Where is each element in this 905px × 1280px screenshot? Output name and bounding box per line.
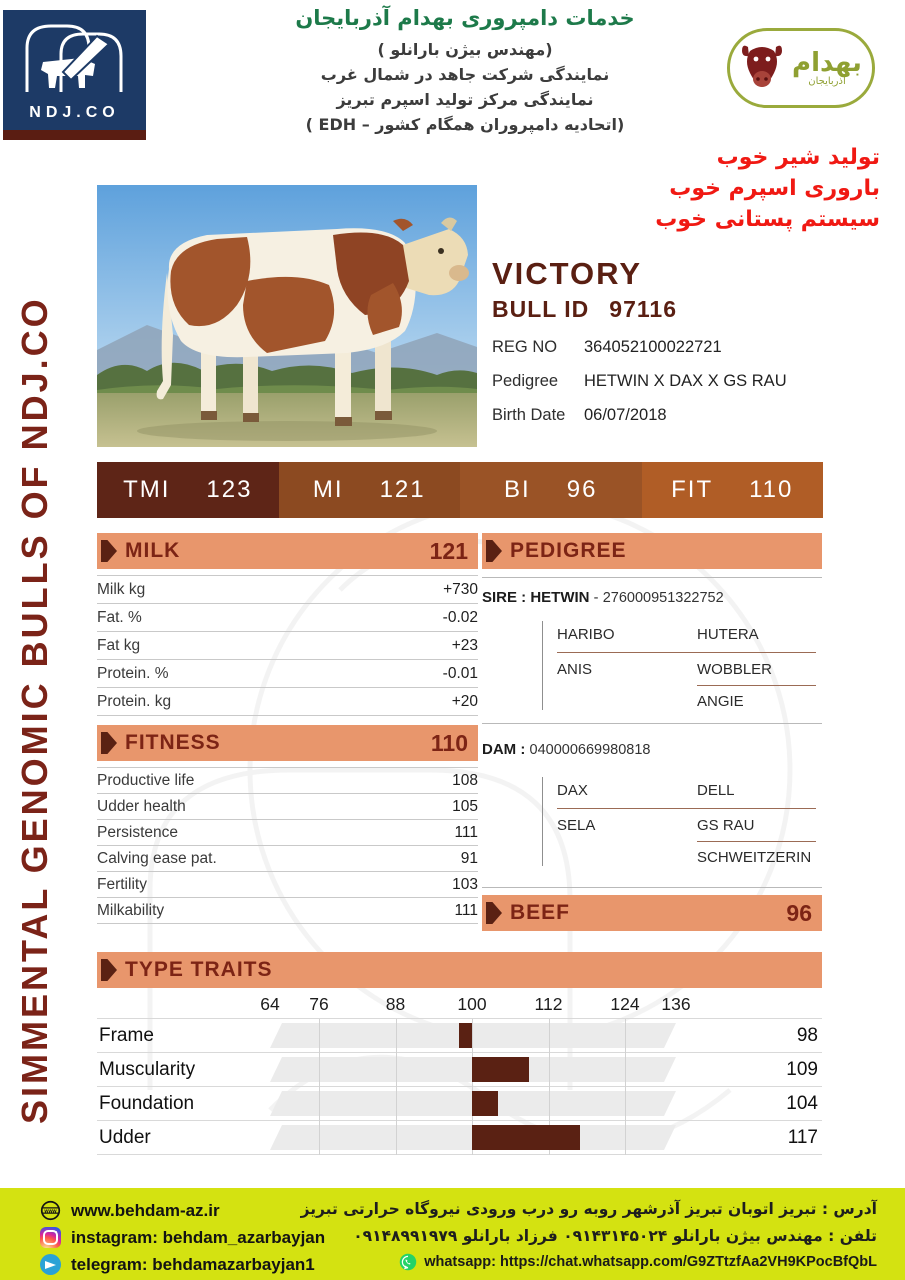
row-value: 108 <box>452 771 478 789</box>
genomic-indices-bar <box>97 462 823 518</box>
row-value: +730 <box>443 580 478 598</box>
index-segment <box>97 462 279 518</box>
claim-3: سیستم پستانی خوب <box>655 207 880 232</box>
index-value: 110 <box>749 476 794 503</box>
company-header <box>235 6 695 137</box>
pedigree-row <box>492 364 832 398</box>
sire-tree <box>542 621 816 710</box>
footer-contact <box>301 1196 877 1271</box>
table-row <box>97 846 478 872</box>
axis-tick: 76 <box>309 994 329 1014</box>
section-arrow-icon <box>101 959 117 981</box>
row-label: Udder health <box>97 797 186 815</box>
instagram-link[interactable] <box>40 1225 325 1250</box>
ancestor: WOBBLER <box>697 661 816 686</box>
ancestor: SELA <box>557 817 596 834</box>
row-value: +20 <box>451 692 478 710</box>
trait-row <box>97 1087 822 1121</box>
tree-row <box>557 842 816 866</box>
pedigree-value: HETWIN X DAX X GS RAU <box>584 372 787 390</box>
type-traits-section <box>97 952 822 1155</box>
row-label: Fat. % <box>97 608 142 626</box>
bull-id-value: 97116 <box>609 296 677 322</box>
birth-date-label: Birth Date <box>492 406 566 424</box>
website-link[interactable] <box>40 1198 325 1223</box>
fitness-header <box>97 725 478 761</box>
type-traits-header <box>97 952 822 988</box>
ancestor: ANIS <box>557 661 593 678</box>
fitness-section <box>97 725 478 924</box>
milk-header <box>97 533 478 569</box>
gridline <box>396 1019 397 1155</box>
website-text: www.behdam-az.ir <box>71 1200 220 1220</box>
quality-claims <box>655 142 880 235</box>
footer <box>0 1188 905 1280</box>
tree-row <box>557 777 816 809</box>
bull-identity-rows <box>492 330 832 432</box>
address-text: آدرس : تبریز اتوبان تبریز آذرشهر روبه رو درب ورودی نیروگاه حرارتی تبریز <box>300 1200 877 1218</box>
instagram-icon <box>40 1227 61 1248</box>
birth-date-row <box>492 398 832 432</box>
dam-reg: 040000669980818 <box>529 742 651 758</box>
table-row <box>97 768 478 794</box>
pedigree-label: Pedigree <box>492 372 559 390</box>
bull-id-line <box>492 296 677 323</box>
row-label: Milk kg <box>97 580 146 598</box>
gridline <box>319 1019 320 1155</box>
section-arrow-icon <box>101 540 117 562</box>
type-traits-title: TYPE TRAITS <box>125 958 273 981</box>
ancestor: DAX <box>557 782 588 799</box>
milk-title: MILK <box>125 539 181 562</box>
trait-label: Udder <box>99 1126 151 1148</box>
axis-tick: 100 <box>457 994 487 1014</box>
company-line-3: نمایندگی مرکز تولید اسپرم تبریز <box>336 90 594 109</box>
index-segment <box>460 462 642 518</box>
trait-label: Muscularity <box>99 1058 196 1080</box>
index-label: FIT <box>671 476 714 503</box>
sire-label: SIRE : HETWIN <box>482 589 590 606</box>
table-row <box>97 632 478 660</box>
beef-header <box>482 895 822 931</box>
pedigree-title: PEDIGREE <box>510 539 627 562</box>
row-value: -0.01 <box>442 664 478 682</box>
row-value: 105 <box>452 797 478 815</box>
axis-tick: 64 <box>260 994 280 1014</box>
table-row <box>97 604 478 632</box>
tree-row <box>557 653 816 686</box>
divider <box>482 887 822 888</box>
bull-id-label: BULL ID <box>492 296 590 322</box>
behdam-logo-text: بهدام <box>792 47 862 78</box>
company-name: خدمات دامپروری بهدام آذربایجان <box>295 6 635 30</box>
ancestor: SCHWEITZERIN <box>697 849 812 866</box>
reg-no-row <box>492 330 832 364</box>
tree-row <box>557 686 816 710</box>
phone-text: تلفن : مهندس بیژن بارانلو ۰۹۱۴۳۱۴۵۰۲۴ فرزاد بارانلو ۰۹۱۴۸۹۹۱۹۷۹ <box>353 1227 877 1245</box>
row-value: -0.02 <box>442 608 478 626</box>
table-row <box>97 576 478 604</box>
tree-row <box>557 809 816 842</box>
ndj-logo-strip <box>3 130 146 140</box>
fitness-rows <box>97 767 478 924</box>
trait-bar <box>472 1091 498 1116</box>
ndj-logo <box>3 10 146 140</box>
table-row <box>97 820 478 846</box>
index-segment <box>279 462 461 518</box>
trait-value: 98 <box>796 1024 818 1046</box>
ndj-cow-arch-icon <box>21 18 129 94</box>
company-line-1: (مهندس بیژن بارانلو ) <box>377 40 553 59</box>
table-row <box>97 794 478 820</box>
index-segment <box>642 462 824 518</box>
index-label: TMI <box>123 476 171 503</box>
trait-value: 117 <box>787 1126 818 1148</box>
traits-axis <box>97 988 822 1018</box>
row-value: +23 <box>451 636 478 654</box>
divider <box>482 723 822 724</box>
table-row <box>97 660 478 688</box>
sire-reg: 276000951322752 <box>602 590 724 606</box>
trait-band <box>270 1023 676 1048</box>
table-row <box>97 872 478 898</box>
telegram-text: telegram: behdamazarbayjan1 <box>71 1254 315 1274</box>
instagram-text: instagram: behdam_azarbayjan <box>71 1227 326 1247</box>
dash: - <box>593 590 599 606</box>
axis-tick: 124 <box>610 994 640 1014</box>
sire-line <box>482 589 724 606</box>
gridline <box>625 1019 626 1155</box>
fitness-title: FITNESS <box>125 731 221 754</box>
ancestor: GS RAU <box>697 817 816 842</box>
beef-title: BEEF <box>510 901 571 924</box>
trait-bar <box>472 1057 529 1082</box>
row-label: Calving ease pat. <box>97 849 217 867</box>
index-label: MI <box>312 476 344 503</box>
row-label: Persistence <box>97 823 178 841</box>
trait-row <box>97 1053 822 1087</box>
reg-no-label: REG NO <box>492 338 558 356</box>
row-value: 111 <box>454 823 478 841</box>
index-label: BI <box>504 476 531 503</box>
whatsapp-text: whatsapp: https://chat.whatsapp.com/G9ZTtzfAa2VH9KPocBfQbL <box>424 1254 877 1270</box>
row-label: Productive life <box>97 771 195 789</box>
index-value: 123 <box>206 476 253 503</box>
trait-bar <box>459 1023 472 1048</box>
axis-tick: 88 <box>385 994 406 1014</box>
milk-score: 121 <box>429 537 468 564</box>
axis-tick: 112 <box>534 994 563 1014</box>
dam-label: DAM : <box>482 741 526 758</box>
traits-chart <box>97 1018 822 1155</box>
ancestor: HARIBO <box>557 626 615 643</box>
row-label: Milkability <box>97 901 165 919</box>
section-arrow-icon <box>101 732 117 754</box>
footer-links <box>40 1198 325 1279</box>
company-line-2: نمایندگی شرکت جاهد در شمال غرب <box>320 65 610 84</box>
ancestor: DELL <box>697 782 735 799</box>
milk-rows <box>97 575 478 716</box>
beef-score: 96 <box>786 899 812 926</box>
section-arrow-icon <box>486 902 502 924</box>
section-arrow-icon <box>486 540 502 562</box>
trait-value: 104 <box>786 1092 818 1114</box>
tree-row <box>557 621 816 653</box>
telegram-link[interactable] <box>40 1252 325 1277</box>
cow-head-icon <box>740 41 784 95</box>
trait-label: Foundation <box>99 1092 195 1114</box>
bull-photo <box>97 185 477 447</box>
trait-label: Frame <box>99 1024 154 1046</box>
trait-value: 109 <box>786 1058 818 1080</box>
dam-tree <box>542 777 816 866</box>
whatsapp-link[interactable] <box>301 1253 877 1271</box>
row-label: Fat kg <box>97 636 141 654</box>
index-value: 96 <box>566 476 598 503</box>
behdam-logo-sub: آذربایجان <box>808 75 846 87</box>
milk-section <box>97 533 478 716</box>
side-title: SIMMENTAL GENOMIC BULLS OF NDJ.CO <box>14 296 55 1124</box>
table-row <box>97 898 478 924</box>
fitness-score: 110 <box>430 729 468 756</box>
svg-text:www: www <box>44 1208 57 1215</box>
row-value: 111 <box>454 901 478 919</box>
claim-2: باروری اسپرم خوب <box>669 176 880 201</box>
row-label: Fertility <box>97 875 147 893</box>
behdam-logo <box>727 28 875 108</box>
telegram-icon <box>40 1254 61 1275</box>
row-label: Protein. % <box>97 664 169 682</box>
row-value: 103 <box>452 875 478 893</box>
claim-1: تولید شیر خوب <box>716 145 880 170</box>
divider <box>482 577 822 578</box>
reg-no-value: 364052100022721 <box>584 338 722 356</box>
ancestor: ANGIE <box>697 693 744 710</box>
ancestor: HUTERA <box>697 626 759 643</box>
axis-tick: 136 <box>661 994 691 1014</box>
trait-bar <box>472 1125 580 1150</box>
company-line-4: (اتحادیه دامپروران همگام کشور – EDH ) <box>305 115 625 134</box>
row-label: Protein. kg <box>97 692 172 710</box>
index-value: 121 <box>379 476 426 503</box>
ndj-logo-text: NDJ.CO <box>29 104 120 121</box>
trait-row <box>97 1121 822 1155</box>
bull-name: VICTORY <box>492 256 643 291</box>
table-row <box>97 688 478 716</box>
trait-row <box>97 1019 822 1053</box>
globe-icon <box>40 1200 61 1221</box>
pedigree-header <box>482 533 822 569</box>
pedigree-section <box>482 533 822 933</box>
whatsapp-icon <box>399 1253 417 1271</box>
dam-line <box>482 741 650 758</box>
birth-date-value: 06/07/2018 <box>584 406 667 424</box>
row-value: 91 <box>460 849 478 867</box>
